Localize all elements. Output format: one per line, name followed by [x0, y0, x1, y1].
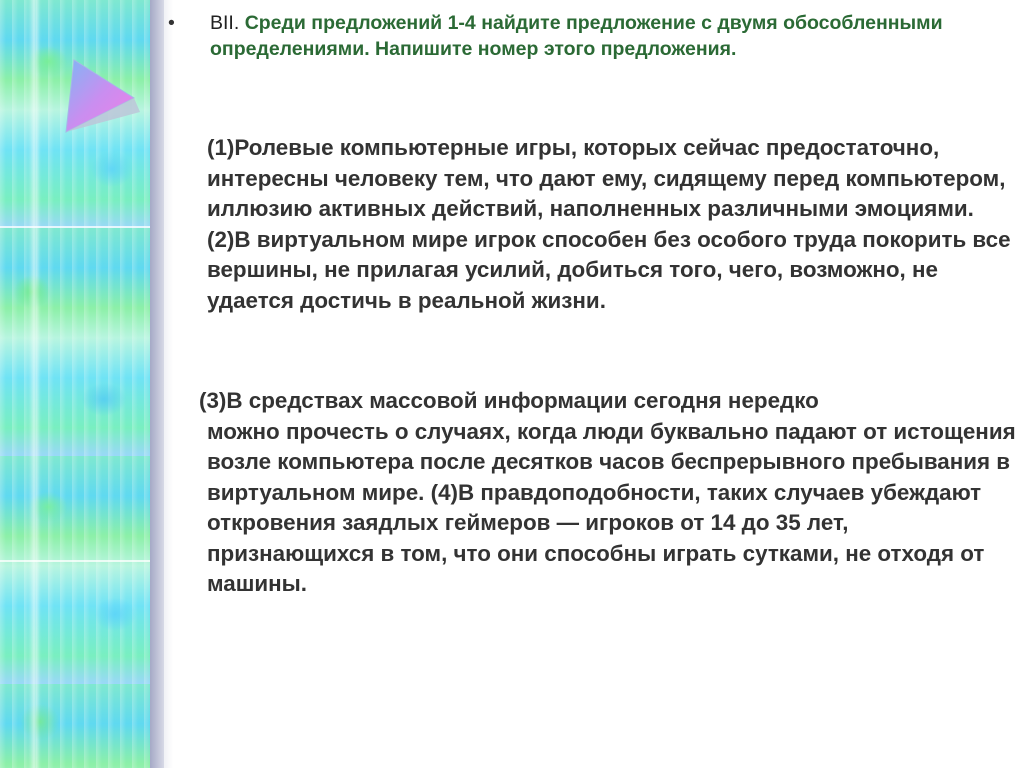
pale-stripe [28, 0, 40, 768]
paragraph-2-rest: можно прочесть о случаях, когда люди буквально падают от истощения возле компьютера после десятков часов беспрерывного пребывания в виртуальном мире. (4)В правдоподобности, таких случаев убеждают откровения заядлых геймеров — игроков от 14 до 35 лет, признающихся в том, что они способны играть сутками, не отходя от машины. [207, 418, 1016, 596]
triangle-decoration-icon [60, 54, 150, 144]
task-heading [168, 10, 998, 62]
bullet: • [168, 12, 175, 34]
strip-band [0, 560, 160, 562]
task-number: BII. [210, 12, 240, 34]
paragraph-2-first-line: (3)В средствах массовой информации сегодня нередко [199, 388, 819, 413]
task-heading-text [210, 10, 998, 62]
gradient-column-shade [150, 0, 164, 768]
paragraph-2 [199, 386, 1019, 600]
task-question: Среди предложений 1-4 найдите предложение с двумя обособленными определениями. Напишите номер этого предложения. [210, 12, 943, 60]
paragraph-1: (1)Ролевые компьютерные игры, которых сейчас предостаточно, интересны человеку тем, что дают ему, сидящему перед компьютером, иллюзию активных действий, наполненных различными эмоциями. (2)В виртуальном мире игрок способен без особого труда покорить все вершины, не прилагая усилий, добиться того, чего, возможно, не удается достичь в реальной жизни. [207, 135, 1011, 313]
strip-band [0, 226, 160, 228]
